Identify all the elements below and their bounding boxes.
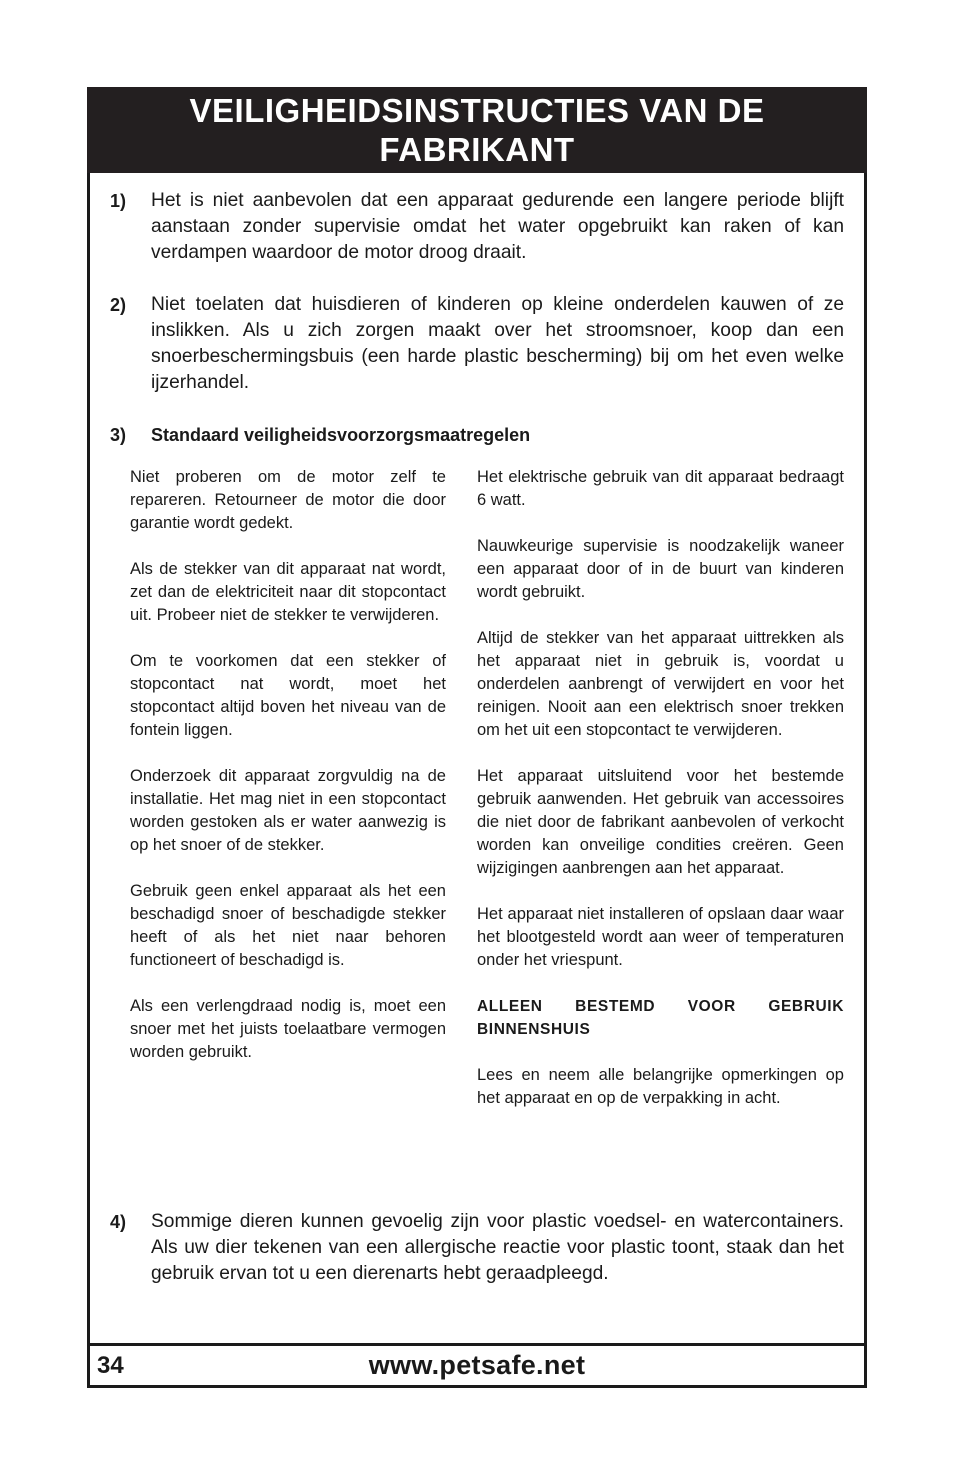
precaution-paragraph: Als de stekker van dit apparaat nat wordt, zet dan de elektriciteit naar dit stopcontact uit. Probeer niet de stekker te verwijderen. [130, 560, 446, 624]
item-text: Standaard veiligheidsvoorzorgsmaatregelen [151, 425, 531, 445]
precaution-paragraph: Lees en neem alle belangrijke opmerkingen op het apparaat en op de verpakking in acht. [477, 1066, 844, 1107]
item-number: 3) [110, 425, 127, 445]
title-line-1: VEILIGHEIDSINSTRUCTIES VAN DE [189, 92, 765, 129]
page-title [87, 87, 867, 173]
precautions-right-column [477, 466, 844, 1133]
precaution-paragraph: Niet proberen om de motor zelf te repareren. Retourneer de motor die door garantie wordt gedekt. [130, 468, 446, 532]
precaution-paragraph: Nauwkeurige supervisie is noodzakelijk waneer een apparaat door of in de buurt van kinderen wordt gebruikt. [477, 537, 844, 601]
item-number: 2) [110, 295, 127, 315]
precaution-paragraph: Altijd de stekker van het apparaat uittrekken als het apparaat niet in gebruik is, voordat u onderdelen aanbrengt of verwijdert en voor het reinigen. Nooit aan een elektrisch snoer trekken om het uit een stopcontact te verwijderen. [477, 629, 844, 739]
precaution-paragraph: Onderzoek dit apparaat zorgvuldig na de installatie. Het mag niet in een stopcontact worden gestoken als er water aanwezig is op het snoer of de stekker. [130, 767, 446, 854]
precaution-paragraph: Als een verlengdraad nodig is, moet een snoer met het juists toelaatbare vermogen worden gebruikt. [130, 997, 446, 1061]
indoor-use-notice: ALLEEN BESTEMD VOOR GEBRUIK BINNENSHUIS [477, 998, 844, 1038]
precaution-paragraph: Het apparaat uitsluitend voor het bestemde gebruik aanwenden. Het gebruik van accessoires die niet door de fabrikant aanbevolen of verkocht worden kan onveilige condities creëren. Geen wijzigingen aanbrengen aan het apparaat. [477, 767, 844, 877]
item-text: Het is niet aanbevolen dat een apparaat gedurende een langere periode blijft aanstaan zonder supervisie omdat het water opgebruikt kan raken of kan verdampen waardoor de motor droog draait. [151, 190, 844, 263]
precaution-paragraph: Gebruik geen enkel apparaat als het een beschadigd snoer of beschadigde stekker heeft of als het niet naar behoren functioneert of beschadigd is. [130, 882, 446, 969]
item-text: Sommige dieren kunnen gevoelig zijn voor plastic voedsel- en watercontainers. Als uw dier tekenen van een allergische reactie voor plastic toont, staak dan het gebruik ervan tot u een dierenarts hebt geraadpleegd. [151, 1211, 844, 1284]
instruction-item-1 [110, 188, 844, 266]
website-url: www.petsafe.net [368, 1350, 586, 1380]
instruction-item-2 [110, 292, 844, 396]
page-footer [87, 1343, 867, 1388]
item-number: 1) [110, 191, 127, 211]
item-text: Niet toelaten dat huisdieren of kinderen op kleine onderdelen kauwen of ze inslikken. Als u zich zorgen maakt over het stroomsnoer, koop dan een snoerbeschermingsbuis (een harde plastic bescherming) bij om het even welke ijzerhandel. [151, 294, 844, 393]
precaution-paragraph: Het elektrische gebruik van dit apparaat bedraagt 6 watt. [477, 468, 844, 509]
precaution-paragraph: Het apparaat niet installeren of opslaan daar waar het blootgesteld wordt aan weer of temperaturen onder het vriespunt. [477, 905, 844, 969]
instruction-item-3-heading [110, 422, 530, 448]
precaution-paragraph: Om te voorkomen dat een stekker of stopcontact nat wordt, moet het stopcontact altijd boven het niveau van de fontein liggen. [130, 652, 446, 739]
page-number: 34 [97, 1352, 124, 1379]
instruction-item-4 [110, 1209, 844, 1287]
item-number: 4) [110, 1212, 127, 1232]
title-line-2: FABRIKANT [379, 131, 575, 168]
precautions-left-column [130, 466, 446, 1087]
